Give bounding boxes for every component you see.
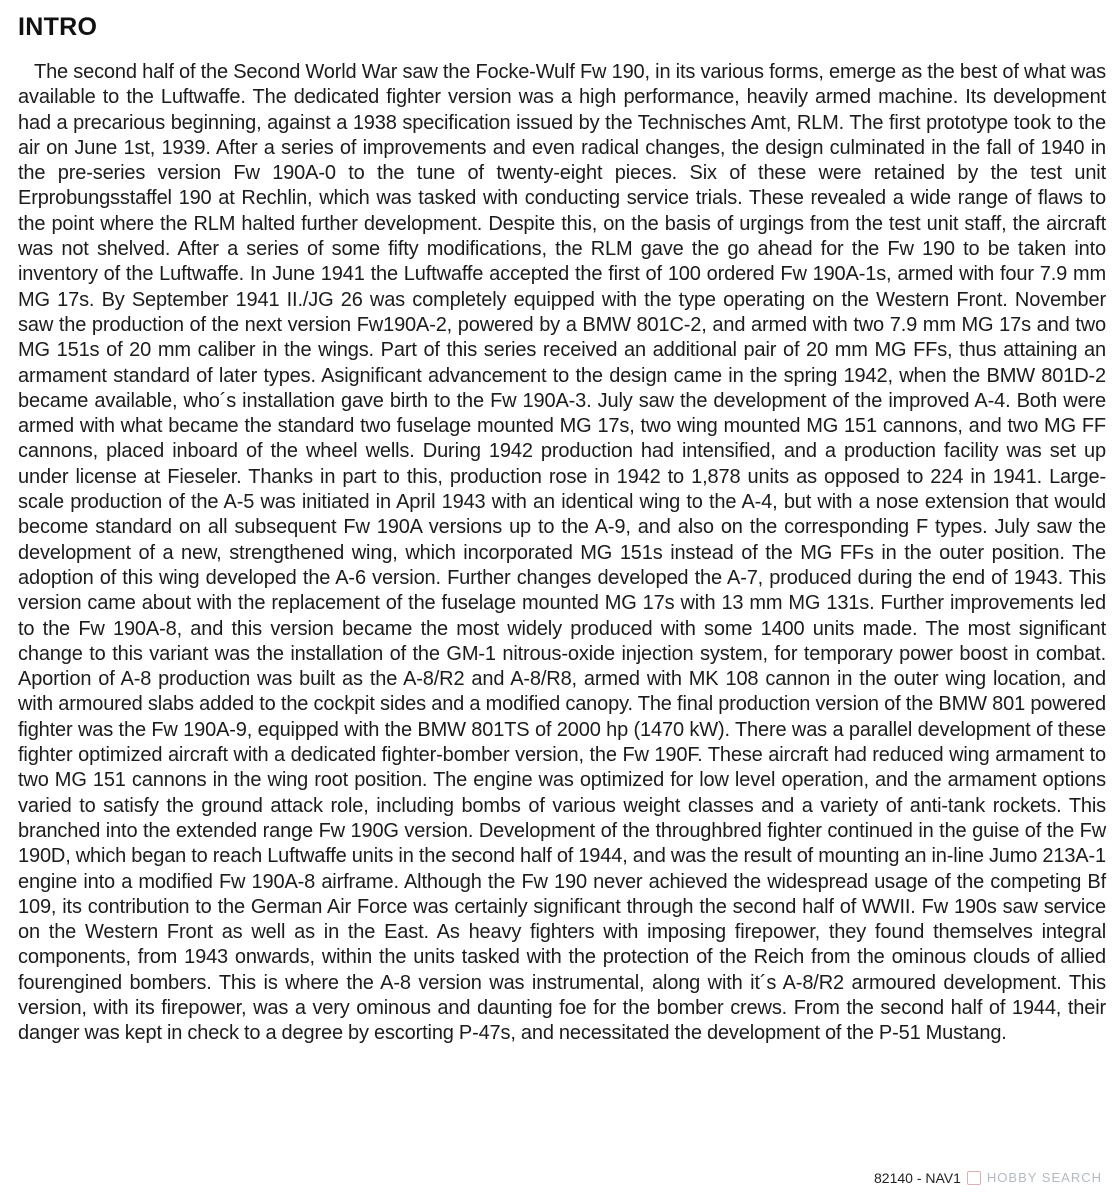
watermark-logo-icon <box>967 1171 981 1185</box>
watermark: HOBBY SEARCH <box>986 1170 1102 1185</box>
page-title: INTRO <box>18 13 98 41</box>
intro-paragraph: The second half of the Second World War saw the Focke-Wulf Fw 190, in its various forms, emerge as the best of what was available to the Luftwaffe. The dedicated fighter version was a high performance, heavily armed machine. Its development had a precarious beginning, against a 1938 specification issued by the Technisches Amt, RLM. The first prototype took to the air on June 1st, 1939. After a series of improvements and even radical changes, the design culminated in the fall of 1940 in the pre-series version Fw 190A-0 to the tune of twenty-eight pieces. Six of these were retained by the test unit Erprobungsstaffel 190 at Rechlin, which was tasked with conducting service trials. These revealed a wide range of flaws to the point where the RLM halted further development. Despite this, on the basis of urgings from the test unit staff, the aircraft was not shelved. After a series of some fifty modifications, the RLM gave the go ahead for the Fw 190 to be taken into inventory of the Luftwaffe. In June 1941 the Luftwaffe accepted the first of 100 ordered Fw 190A-1s, armed with four 7.9 mm MG 17s. By September 1941 II./JG 26 was completely equipped with the type operating on the Western Front. November saw the production of the next version Fw190A-2, powered by a BMW 801C-2, and armed with two 7.9 mm MG 17s and two MG 151s of 20 mm caliber in the wings. Part of this series received an additional pair of 20 mm MG FFs, thus attaining an armament standard of later types. Asignificant advancement to the design came in the spring 1942, when the BMW 801D-2 became available, who´s installation gave birth to the Fw 190A-3. July saw the development of the improved A-4. Both were armed with what became the standard two fuselage mounted MG 17s, two wing mounted MG 151 cannons, and two MG FF cannons, placed inboard of the wheel wells. During 1942 production had intensified, and a production facility was set up under license at Fieseler. Thanks in part to this, production rose in 1942 to 1,878 units as opposed to 224 in 1941. Large-scale production of the A-5 was initiated in April 1943 with an identical wing to the A-4, but with a nose extension that would become standard on all subsequent Fw 190A versions up to the A-9, and also on the corresponding F types. July saw the development of a new, strengthened wing, which incorporated MG 151s instead of the MG FFs in the outer position. The adoption of this wing developed the A-6 version. Further changes developed the A-7, produced during the end of 1943. This version came about with the replacement of the fuselage mounted MG 17s with 13 mm MG 131s. Further improvements led to the Fw 190A-8, and this version became the most widely produced with some 1400 units made. The most significant change to this variant was the installation of the GM-1 nitrous-oxide injection system, for temporary power boost in combat. Aportion of A-8 production was built as the A-8/R2 and A-8/R8, armed with MK 108 cannon in the outer wing location, and with armoured slabs added to the cockpit sides and a modified canopy. The final production version of the BMW 801 powered fighter was the Fw 190A-9, equipped with the BMW 801TS of 2000 hp (1470 kW). There was a parallel development of these fighter optimized aircraft with a dedicated fighter-bomber version, the Fw 190F. These aircraft had reduced wing armament to two MG 151 cannons in the wing root position. The engine was optimized for low level operation, and the armament options varied to satisfy the ground attack role, including bombs of various weight classes and a variety of anti-tank rockets. This branched into the extended range Fw 190G version. Development of the throughbred fighter continued in the guise of the Fw 190D, which began to reach Luftwaffe units in the second half of 1944, and was the result of mounting an in-line Jumo 213A-1 engine into a modified Fw 190A-8 airframe. Although the Fw 190 never achieved the widespread usage of the competing Bf 109, its contribution to the German Air Force was certainly significant through the second half of WWII. Fw 190s saw service on the Western Front as well as in the East. As heavy fighters with imposing firepower, they found themselves integral components, from 1943 onwards, within the units tasked with the protection of the Reich from the ominous clouds of allied fourengined bombers. This is where the A-8 version was instrumental, along with it´s A-8/R2 armoured development. This version, with its firepower, was a very ominous and daunting foe for the bomber crews. From the second half of 1944, their danger was kept in check to a degree by escorting P-47s, and necessitated the development of the P-51 Mustang. <box>18 61 1106 1045</box>
kit-code: 82140 - NAV1 <box>874 1170 961 1186</box>
footer <box>874 1170 1102 1186</box>
